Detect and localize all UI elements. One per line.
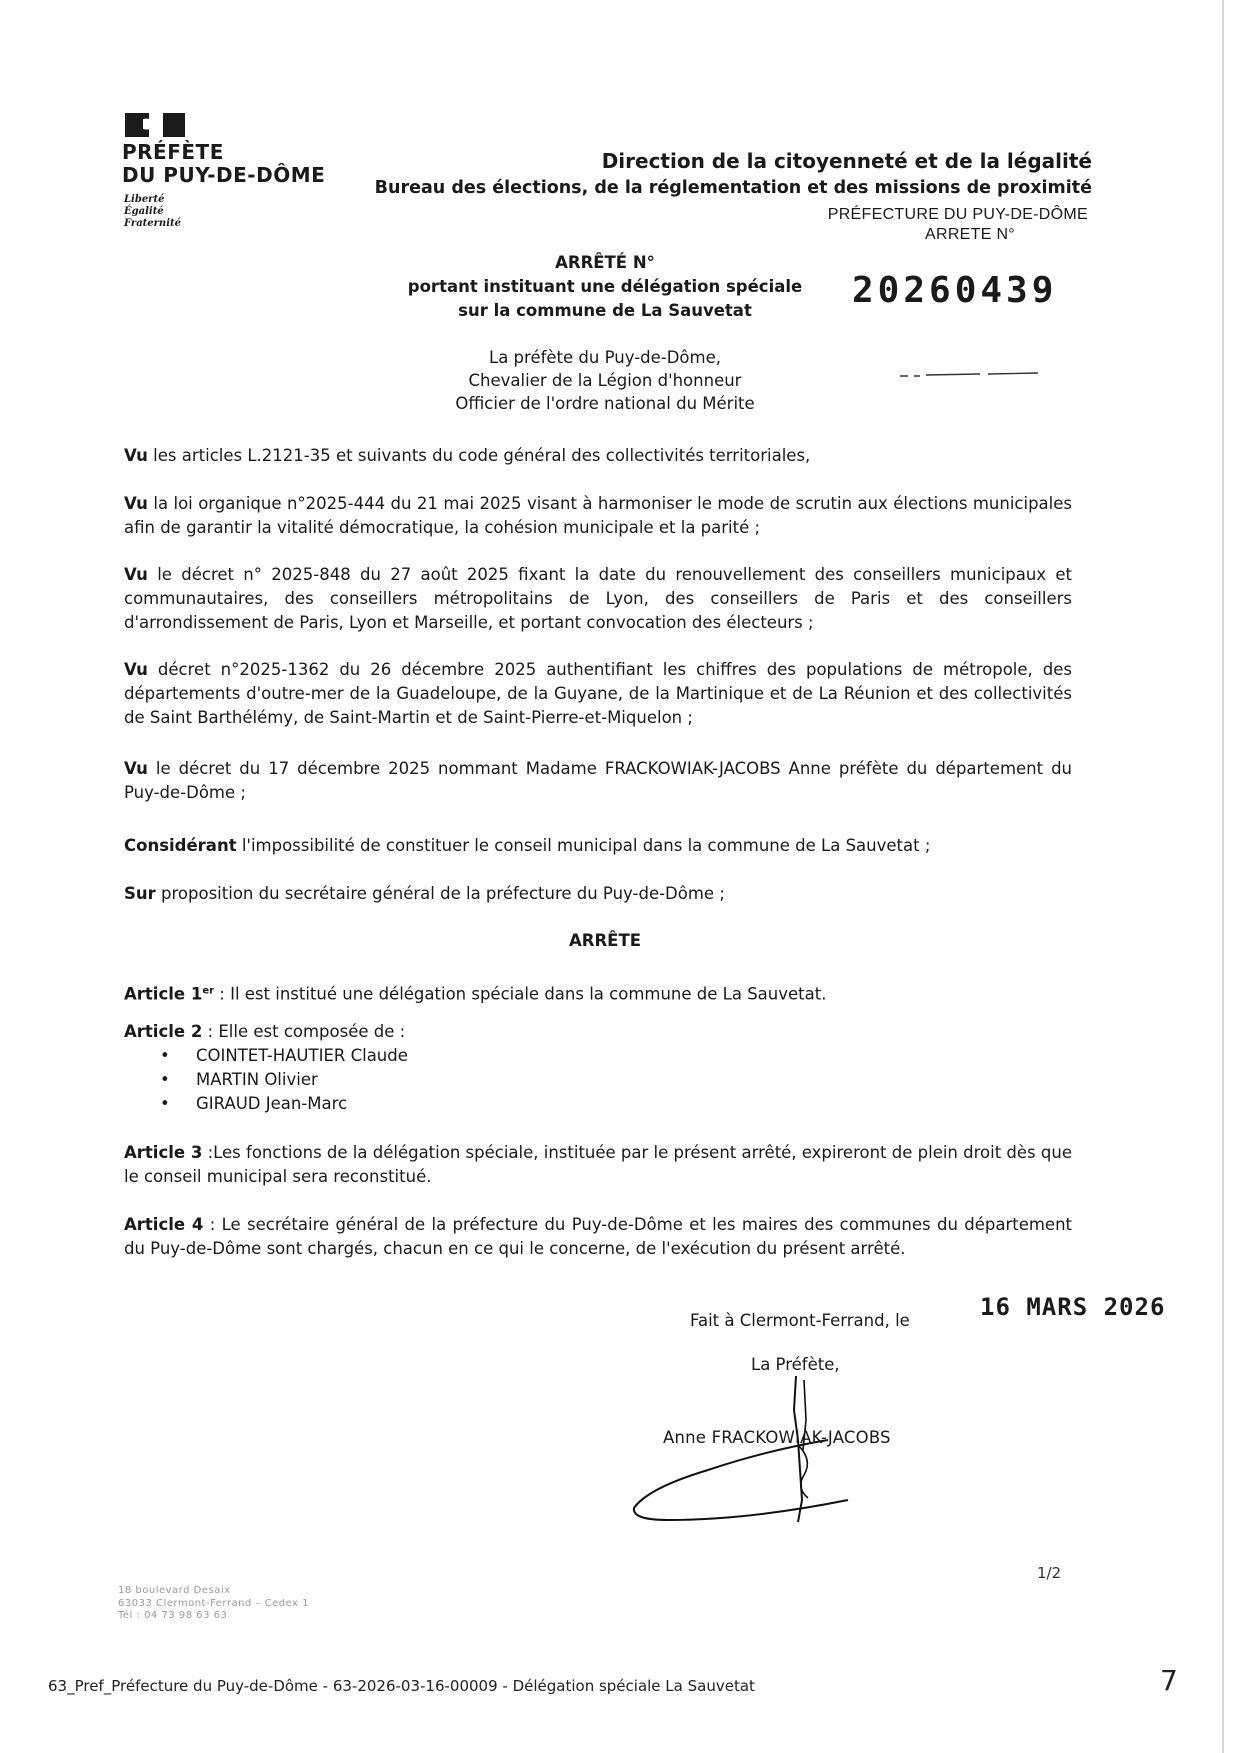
registration-stamp-line2: ARRETE N° [925, 226, 1015, 243]
handwritten-signature [628, 1370, 858, 1530]
bureau-title: Bureau des élections, de la réglementation et des missions de proximité [374, 178, 1092, 198]
signer-name: Anne FRACKOWIAK-JACOBS [663, 1428, 891, 1447]
authority-name: La préfète du Puy-de-Dôme, [489, 348, 721, 367]
article-2: Article 2 : Elle est composée de : [124, 1022, 406, 1041]
prefecture-title: PRÉFÈTE DU PUY-DE-DÔME [122, 140, 326, 187]
signer-role: La Préfète, [751, 1355, 840, 1374]
list-item: • COINTET-HAUTIER Claude [160, 1046, 408, 1065]
page-edge-line [1222, 0, 1224, 1753]
authority-distinction-1: Chevalier de la Légion d'honneur [468, 371, 742, 390]
considerant-paragraph: Considérant l'impossibilité de constituer le conseil municipal dans la commune de La Sauvetat ; [124, 836, 931, 855]
registration-stamp-line1: PRÉFECTURE DU PUY-DE-DÔME [827, 206, 1088, 223]
authority-distinction-2: Officier de l'ordre national du Mérite [455, 394, 755, 413]
page-number: 7 [1160, 1664, 1178, 1697]
marianne-logo-icon [125, 113, 185, 137]
page-fraction: 1/2 [1037, 1564, 1062, 1582]
visa-paragraph: Vu le décret du 17 décembre 2025 nommant Madame FRACKOWIAK-JACOBS Anne préfète du département du Puy-de-Dôme ; [124, 759, 1072, 802]
article-1: Article 1er : Il est institué une délégation spéciale dans la commune de La Sauvetat. [124, 984, 827, 1004]
visa-paragraph: Vu les articles L.2121-35 et suivants du code général des collectivités territoriales, [124, 446, 811, 465]
registration-stamp-number: 20260439 [852, 270, 1058, 311]
republic-motto: Liberté Égalité Fraternité [124, 194, 181, 229]
visa-paragraph: Vu la loi organique n°2025-444 du 21 mai 2025 visant à harmoniser le mode de scrutin aux élections municipales afin de garantir la vitalité démocratique, la cohésion municipale et la parité ; [124, 494, 1072, 537]
prefecture-address: 18 boulevard Desaix 63033 Clermont-Ferrand – Cedex 1 Tél : 04 73 98 63 63 [118, 1585, 310, 1621]
document-footer: 63_Pref_Préfecture du Puy-de-Dôme - 63-2026-03-16-00009 - Délégation spéciale La Sauvetat [48, 1677, 755, 1695]
proposition-paragraph: Sur proposition du secrétaire général de la préfecture du Puy-de-Dôme ; [124, 884, 725, 903]
visa-paragraph: Vu décret n°2025-1362 du 26 décembre 2025 authentifiant les chiffres des populations de métropole, des départements d'outre-mer de la Guadeloupe, de la Guyane, de la Martinique et de La Réunion et des collectivités de Saint Barthélémy, de Saint-Martin et de Saint-Pierre-et-Miquelon ; [124, 660, 1072, 727]
decree-subject-line2: sur la commune de La Sauvetat [458, 301, 752, 320]
date-stamp: 16 MARS 2026 [980, 1293, 1166, 1321]
direction-title: Direction de la citoyenneté et de la légalité [601, 149, 1092, 173]
visa-paragraph: Vu le décret n° 2025-848 du 27 août 2025 fixant la date du renouvellement des conseillers municipaux et communautaires, des conseillers métropolitains de Lyon, des conseillers de Paris et des conseillers d'arrondissement de Paris, Lyon et Marseille, et portant convocation des électeurs ; [124, 565, 1072, 632]
list-item: • MARTIN Olivier [160, 1070, 318, 1089]
place-of-signature: Fait à Clermont-Ferrand, le [690, 1311, 910, 1330]
decree-title: ARRÊTÉ N° [555, 253, 655, 272]
arrete-heading: ARRÊTE [569, 931, 641, 950]
article-3: Article 3 :Les fonctions de la délégation spéciale, instituée par le présent arrêté, expireront de plein droit dès que le conseil municipal sera reconstitué. [124, 1143, 1072, 1186]
article-4: Article 4 : Le secrétaire général de la préfecture du Puy-de-Dôme et les maires des communes du département du Puy-de-Dôme sont chargés, chacun en ce qui le concerne, de l'exécution du présent arrêté. [124, 1215, 1072, 1258]
list-item: • GIRAUD Jean-Marc [160, 1094, 348, 1113]
stamp-signature-line [900, 371, 1040, 379]
decree-subject-line1: portant instituant une délégation spéciale [407, 277, 803, 296]
member-list [160, 1044, 408, 1116]
